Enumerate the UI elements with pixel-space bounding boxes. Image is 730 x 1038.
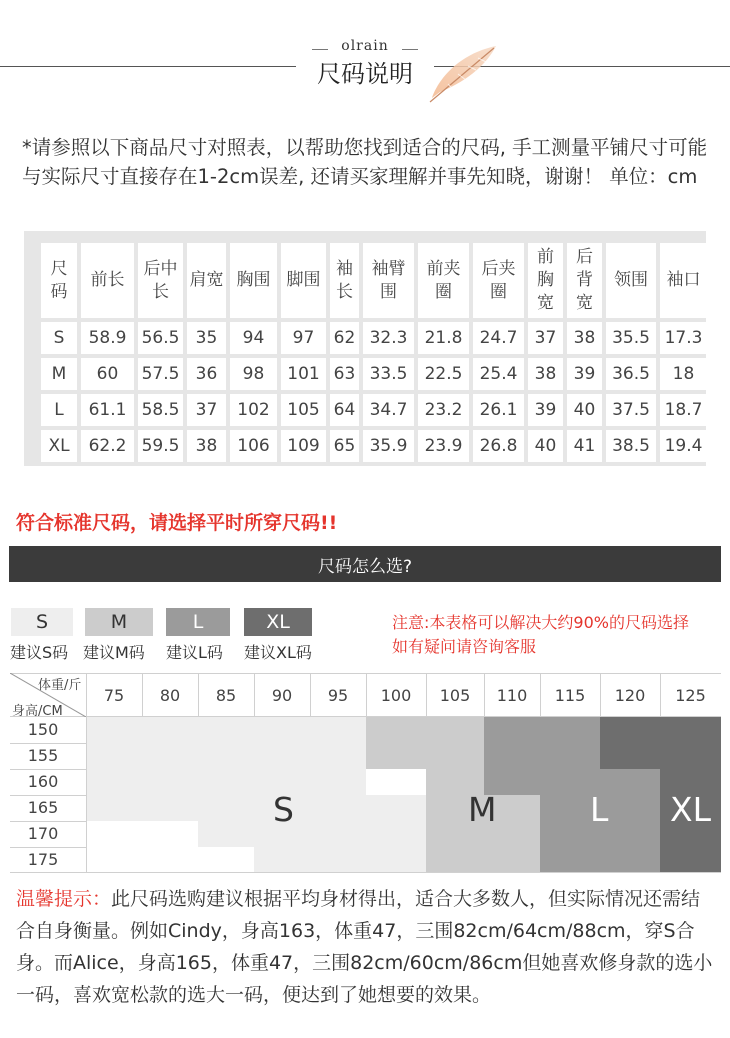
- size-table-cell: 62.2: [81, 430, 134, 462]
- notice-line-1: 注意:本表格可以解决大约90%的尺码选择: [392, 613, 689, 632]
- grid-cell: [142, 769, 198, 795]
- grid-cell: [142, 743, 198, 769]
- size-table-cell: M: [41, 358, 77, 390]
- grid-cell: [600, 847, 660, 872]
- size-table-cell: 38: [528, 358, 563, 390]
- size-table-cell: 60: [81, 358, 134, 390]
- size-table-cell: 98: [230, 358, 277, 390]
- size-table-cell: 40: [567, 394, 602, 426]
- grid-cell: [426, 743, 484, 769]
- grid-cell: [600, 769, 660, 795]
- legend-label-m: 建议M码: [83, 643, 145, 662]
- size-table-header-cell: 胸围: [230, 243, 277, 318]
- size-table-cell: 18.7: [660, 394, 707, 426]
- grid-cell: [600, 821, 660, 847]
- size-table-cell: 24.7: [473, 322, 524, 354]
- size-table-cell: 56.5: [138, 322, 183, 354]
- size-table-cell: 32.3: [363, 322, 414, 354]
- size-table-header-cell: 脚围: [281, 243, 326, 318]
- grid-line: [10, 821, 86, 822]
- size-table-header-cell: 尺 码: [41, 243, 77, 318]
- notice-line-2: 如有疑问请咨询客服: [392, 637, 537, 656]
- grid-cell: [198, 821, 254, 847]
- size-table-cell: 19.4: [660, 430, 707, 462]
- size-table-cell: 22.5: [418, 358, 469, 390]
- size-table-cell: 101: [281, 358, 326, 390]
- size-table-header-cell: 后夹 圈: [473, 243, 524, 318]
- grid-weight-label: 100: [380, 686, 412, 705]
- grid-cell: [142, 821, 198, 847]
- size-table-cell: 38.5: [606, 430, 656, 462]
- grid-height-label: 165: [27, 798, 59, 817]
- size-table-cell: 36: [187, 358, 226, 390]
- legend-label-l: 建议L码: [166, 643, 223, 662]
- grid-cell: [484, 743, 540, 769]
- grid-height-label: 155: [27, 746, 59, 765]
- standard-size-note: 符合标准尺码，请选择平时所穿尺码!!: [16, 512, 338, 534]
- size-table-cell: 26.8: [473, 430, 524, 462]
- size-table-cell: 17.3: [660, 322, 707, 354]
- grid-cell: [600, 743, 660, 769]
- grid-weight-label: 75: [103, 686, 125, 705]
- size-table-cell: 35.9: [363, 430, 414, 462]
- grid-cell: [198, 769, 254, 795]
- grid-cell: [540, 847, 600, 872]
- size-table-cell: 57.5: [138, 358, 183, 390]
- grid-label-xl: XL: [670, 790, 711, 829]
- grid-weight-label: 115: [554, 686, 586, 705]
- grid-cell: [310, 717, 366, 743]
- grid-cell: [254, 847, 310, 872]
- grid-weight-label: 95: [327, 686, 349, 705]
- size-table-cell: 18: [660, 358, 707, 390]
- intro-text: *请参照以下商品尺寸对照表，以帮助您找到适合的尺码, 手工测量平铺尺寸可能与实际尺寸直接存在1-2cm误差, 还请买家理解并事先知晓，谢谢！ 单位：cm: [22, 136, 708, 188]
- grid-weight-label: 85: [215, 686, 237, 705]
- grid-cell: [660, 743, 721, 769]
- grid-cell: [86, 821, 142, 847]
- grid-height-label: 160: [27, 772, 59, 791]
- size-table-cell: 37.5: [606, 394, 656, 426]
- size-table-cell: S: [41, 322, 77, 354]
- grid-cell: [484, 847, 540, 872]
- size-table: [41, 243, 703, 456]
- grid-weight-label: 125: [675, 686, 706, 705]
- size-table-cell: 33.5: [363, 358, 414, 390]
- grid-cell: [310, 743, 366, 769]
- grid-weight-label: 105: [439, 686, 471, 705]
- grid-cell: [86, 717, 142, 743]
- grid-weight-label: 90: [271, 686, 293, 705]
- size-table-cell: 61.1: [81, 394, 134, 426]
- size-table-cell: L: [41, 394, 77, 426]
- grid-cell: [86, 743, 142, 769]
- grid-cell: [660, 717, 721, 743]
- size-table-cell: 21.8: [418, 322, 469, 354]
- grid-cell: [600, 795, 660, 821]
- grid-cell: [254, 717, 310, 743]
- legend-label-s: 建议S码: [10, 643, 69, 662]
- size-table-cell: 39: [567, 358, 602, 390]
- grid-cell: [540, 717, 600, 743]
- grid-cell: [86, 795, 142, 821]
- grid-cell: [142, 795, 198, 821]
- size-table-cell: 37: [528, 322, 563, 354]
- grid-weight-label: 120: [614, 686, 646, 705]
- size-table-cell: 62: [330, 322, 359, 354]
- grid-cell: [484, 717, 540, 743]
- size-table-cell: 34.7: [363, 394, 414, 426]
- grid-height-label: 175: [27, 850, 59, 869]
- size-table-cell: 102: [230, 394, 277, 426]
- size-table-header-cell: 袖臂 围: [363, 243, 414, 318]
- size-table-header-cell: 后 背 宽: [567, 243, 602, 318]
- size-table-cell: 40: [528, 430, 563, 462]
- size-table-cell: 58.5: [138, 394, 183, 426]
- grid-cell: [310, 847, 366, 872]
- grid-cell: [366, 821, 426, 847]
- size-table-header-cell: 袖口: [660, 243, 707, 318]
- size-table-cell: 105: [281, 394, 326, 426]
- legend-box-s: S: [11, 608, 73, 636]
- how-to-choose-banner: 尺码怎么选?: [9, 546, 721, 582]
- legend-box-m: M: [85, 608, 153, 636]
- grid-line: [10, 795, 86, 796]
- grid-label-l: L: [590, 790, 609, 829]
- grid-cell: [86, 847, 142, 872]
- grid-cell: [366, 769, 426, 795]
- size-table-cell: XL: [41, 430, 77, 462]
- grid-label-s: S: [273, 790, 294, 829]
- size-table-cell: 35: [187, 322, 226, 354]
- grid-cell: [198, 795, 254, 821]
- grid-weight-label: 80: [159, 686, 181, 705]
- size-table-header-cell: 肩宽: [187, 243, 226, 318]
- size-table-cell: 64: [330, 394, 359, 426]
- size-table-cell: 109: [281, 430, 326, 462]
- grid-line: [10, 847, 86, 848]
- grid-cell: [426, 717, 484, 743]
- grid-height-label: 150: [27, 720, 59, 739]
- grid-cell: [660, 847, 721, 872]
- tip-text: [16, 883, 716, 1011]
- tip-prefix: 温馨提示：: [16, 888, 112, 910]
- grid-cell: [198, 847, 254, 872]
- grid-corner-height-label: 身高/CM: [12, 704, 63, 719]
- grid-line: [10, 769, 86, 770]
- grid-label-m: M: [468, 790, 497, 829]
- legend-box-l: L: [166, 608, 230, 636]
- grid-cell: [310, 821, 366, 847]
- grid-line: [10, 872, 721, 873]
- grid-cell: [366, 743, 426, 769]
- grid-weight-label: 110: [496, 686, 528, 705]
- grid-cell: [142, 847, 198, 872]
- size-table-header-cell: 前 胸 宽: [528, 243, 563, 318]
- size-table-cell: 65: [330, 430, 359, 462]
- size-table-header-cell: 后中 长: [138, 243, 183, 318]
- grid-cell: [600, 717, 660, 743]
- header-line-left: [0, 66, 296, 67]
- grid-line: [10, 743, 86, 744]
- feather-icon: [418, 40, 502, 104]
- grid-corner-weight-label: 体重/斤: [38, 678, 82, 693]
- size-table-cell: 63: [330, 358, 359, 390]
- grid-cell: [254, 743, 310, 769]
- size-table-cell: 25.4: [473, 358, 524, 390]
- grid-cell: [366, 795, 426, 821]
- size-table-cell: 41: [567, 430, 602, 462]
- grid-cell: [366, 717, 426, 743]
- grid-cell: [540, 743, 600, 769]
- size-table-cell: 58.9: [81, 322, 134, 354]
- size-table-cell: 35.5: [606, 322, 656, 354]
- legend-box-xl: XL: [244, 608, 312, 636]
- grid-cell: [198, 717, 254, 743]
- size-table-header-cell: 袖 长: [330, 243, 359, 318]
- size-table-cell: 59.5: [138, 430, 183, 462]
- grid-line: [10, 716, 721, 717]
- size-table-cell: 106: [230, 430, 277, 462]
- size-table-cell: 23.9: [418, 430, 469, 462]
- size-table-header-cell: 前夹 圈: [418, 243, 469, 318]
- size-table-cell: 23.2: [418, 394, 469, 426]
- size-table-cell: 26.1: [473, 394, 524, 426]
- tip-body: 此尺码选购建议根据平均身材得出，适合大多数人，但实际情况还需结合自身衡量。例如Cindy，身高163，体重47，三围82cm/64cm/88cm，穿S合身。而Alice，身高165，体重47，三围82cm/60cm/86cm但她喜欢修身款的选小一码，喜欢宽松款的选大一码，便达到了她想要的效果。: [16, 888, 713, 1006]
- grid-cell: [142, 717, 198, 743]
- size-table-cell: 38: [187, 430, 226, 462]
- brand-logo: olrain: [341, 38, 389, 54]
- size-table-cell: 37: [187, 394, 226, 426]
- grid-cell: [198, 743, 254, 769]
- grid-cell: [310, 795, 366, 821]
- size-table-header-cell: 前长: [81, 243, 134, 318]
- grid-cell: [426, 847, 484, 872]
- size-table-cell: 94: [230, 322, 277, 354]
- grid-height-label: 170: [27, 824, 59, 843]
- size-table-cell: 38: [567, 322, 602, 354]
- size-table-cell: 36.5: [606, 358, 656, 390]
- legend-label-xl: 建议XL码: [244, 643, 312, 662]
- size-table-cell: 97: [281, 322, 326, 354]
- page-title: 尺码说明: [317, 60, 413, 88]
- size-table-cell: 39: [528, 394, 563, 426]
- grid-cell: [366, 847, 426, 872]
- grid-cell: [310, 769, 366, 795]
- size-table-header-cell: 领围: [606, 243, 656, 318]
- grid-cell: [86, 769, 142, 795]
